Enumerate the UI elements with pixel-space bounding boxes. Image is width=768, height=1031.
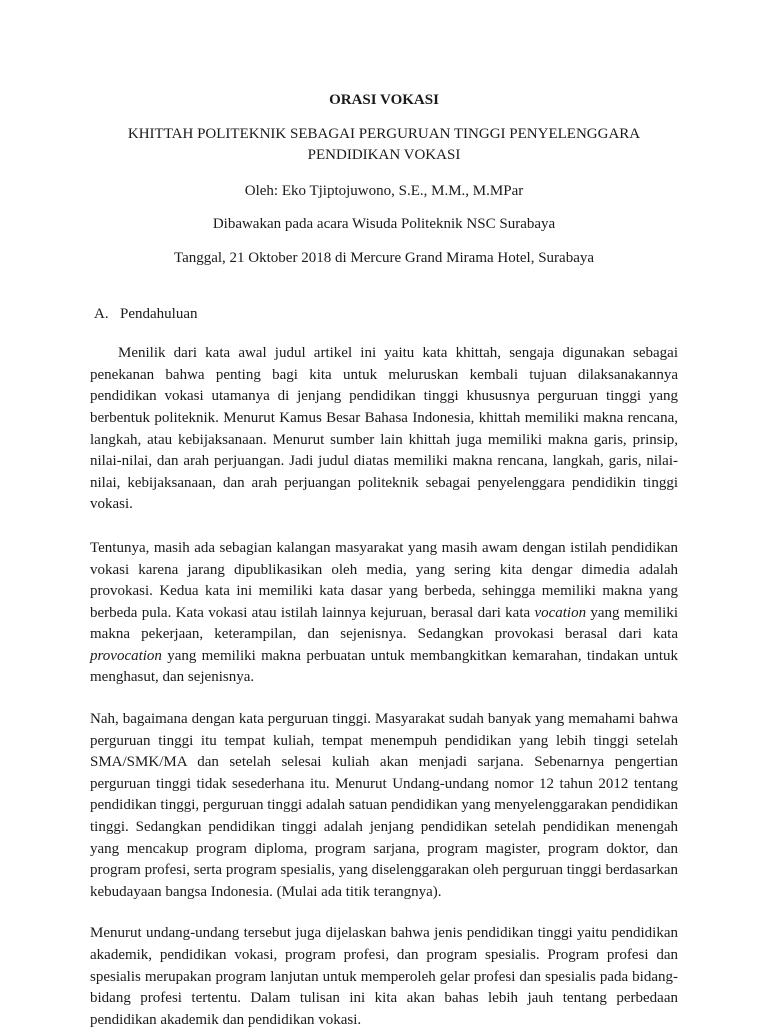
- term-provocation: provocation: [90, 647, 162, 664]
- section-number: A.: [94, 305, 109, 322]
- paragraph-2: [90, 538, 678, 689]
- paragraph-2-part-b: yang memiliki makna pekerjaan, keterampilan, dan sejenisnya. Sedangkan provokasi berasal dari kata: [90, 604, 678, 643]
- paragraph-4: Menurut undang-undang tersebut juga dijelaskan bahwa jenis pendidikan tinggi yaitu pendidikan akademik, pendidikan vokasi, program profesi, dan program spesialis. Program profesi dan spesialis merupakan program lanjutan untuk memperoleh gelar profesi dan spesialis pada bidang-bidang profesi tertentu. Dalam tulisan ini kita akan bahas lebih jauh tentang perbedaan pendidikan akademik dan pendidikan vokasi.: [90, 925, 678, 1028]
- author-line: Oleh: Eko Tjiptojuwono, S.E., M.M., M.MPar: [244, 182, 524, 199]
- paragraph-1: Menilik dari kata awal judul artikel ini yaitu kata khittah, sengaja digunakan sebagai penekanan bahwa penting bagi kita untuk meluruskan kembali tujuan dilaksanakannya pendidikan vokasi utamanya di jenjang pendidikan tinggi khususnya perguruan tinggi yang berbentuk politeknik. Menurut Kamus Besar Bahasa Indonesia, khittah memiliki makna rencana, langkah, atau kebijaksanaan. Menurut sumber lain khittah juga memiliki makna garis, prinsip, nilai-nilai, dan arah perjuangan. Jadi judul diatas memiliki makna rencana, langkah, garis, nilai-nilai, kebijaksanaan, dan arah perjuangan politeknik sebagai penyelenggara pendidikin tinggi vokasi.: [90, 345, 678, 513]
- subtitle-line-1: KHITTAH POLITEKNIK SEBAGAI PERGURUAN TINGGI PENYELENGGARA: [127, 125, 641, 142]
- paragraph-3: Nah, bagaimana dengan kata perguruan tinggi. Masyarakat sudah banyak yang memahami bahwa perguruan tinggi itu tempat kuliah, tempat menempuh pendidikan yang lebih tinggi setelah SMA/SMK/MA dan setelah selesai kuliah akan menjadi sarjana. Sebenarnya pengertian perguruan tinggi tidak sesederhana itu. Menurut Undang-undang nomor 12 tahun 2012 tentang pendidikan tinggi, perguruan tinggi adalah satuan pendidikan yang menyelenggarakan pendidikan tinggi. Sedangkan pendidikan tinggi adalah jenjang pendidikan setelah pendidikan menengah yang mencakup program diploma, program sarjana, program magister, program doktor, dan program profesi, serta program spesialis, yang diselenggarakan oleh perguruan tinggi berdasarkan kebudayaan bangsa Indonesia. (Mulai ada titik terangnya).: [90, 711, 678, 900]
- subtitle-line-2: PENDIDIKAN VOKASI: [307, 147, 461, 164]
- paragraph-2-part-a: Tentunya, masih ada sebagian kalangan masyarakat yang masih awam dengan istilah pendidikan vokasi karena jarang dipublikasikan oleh media, yang sering kita dengar dimedia adalah provokasi. Kedua kata ini memiliki kata dasar yang berbeda, sehingga memiliki makna yang berbeda pula. Kata vokasi atau istilah lainnya kejuruan, berasal dari kata: [90, 539, 678, 621]
- section-heading: [90, 304, 678, 326]
- paragraph-2-part-c: yang memiliki makna perbuatan untuk membangkitkan kemarahan, tindakan untuk menghasut, dan sejenisnya.: [90, 647, 678, 686]
- date-place-line: Tanggal, 21 Oktober 2018 di Mercure Grand Mirama Hotel, Surabaya: [173, 249, 595, 266]
- term-vocation: vocation: [534, 604, 587, 621]
- document-title: ORASI VOKASI: [329, 92, 439, 108]
- document-subtitle: [90, 124, 678, 167]
- section-title: Pendahuluan: [120, 305, 198, 322]
- occasion-line: Dibawakan pada acara Wisuda Politeknik NSC Surabaya: [212, 216, 556, 233]
